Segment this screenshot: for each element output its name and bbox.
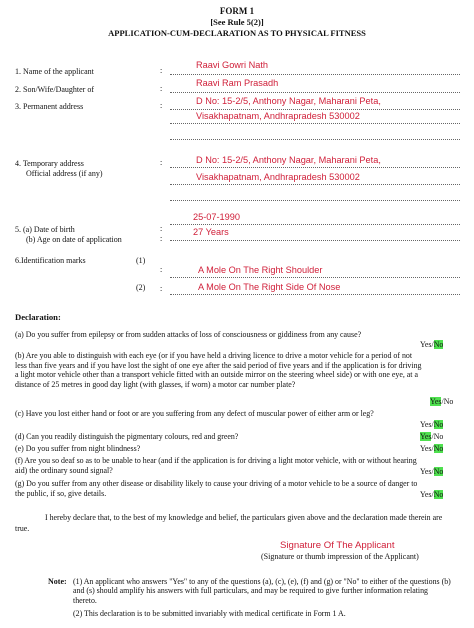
answer-b bbox=[430, 397, 453, 406]
temporary-address-line1: D No: 15-2/5, Anthony Nagar, Maharani Peta, bbox=[196, 155, 381, 165]
declaration-statement: I hereby declare that, to the best of my knowledge and belief, the particulars given above and the declaration made therein are true. bbox=[15, 513, 443, 533]
age-value: 27 Years bbox=[193, 227, 229, 237]
answer-no-selected: No bbox=[433, 444, 444, 453]
temporary-line bbox=[170, 184, 460, 185]
colon: : bbox=[160, 101, 163, 110]
answer-separator: / bbox=[431, 444, 434, 453]
question-e: (e) Do you suffer from night blindness? bbox=[15, 444, 141, 453]
answer-separator: / bbox=[431, 467, 434, 476]
answer-no: No bbox=[433, 432, 444, 441]
question-a: (a) Do you suffer from epilepsy or from sudden attacks of loss of consciousness or giddiness from any cause? bbox=[15, 330, 362, 339]
declaration-title: Declaration: bbox=[15, 312, 61, 322]
mark1-number: (1) bbox=[136, 256, 146, 265]
temporary-address-line2: Visakhapatnam, Andhrapradesh 530002 bbox=[196, 172, 360, 182]
mark2-line bbox=[170, 294, 460, 295]
answer-no-selected: No bbox=[433, 420, 444, 429]
name-label: 1. Name of the applicant bbox=[15, 67, 94, 76]
answer-yes: Yes bbox=[420, 490, 432, 499]
answer-yes: Yes bbox=[420, 420, 432, 429]
dob-value: 25-07-1990 bbox=[193, 212, 240, 222]
answer-separator: / bbox=[431, 490, 434, 499]
answer-d bbox=[420, 432, 443, 441]
relation-label: 2. Son/Wife/Daughter of bbox=[15, 85, 94, 94]
mark1-value: A Mole On The Right Shoulder bbox=[198, 265, 323, 275]
marks-label: 6.Identification marks bbox=[15, 256, 86, 265]
note-1: (1) An applicant who answers "Yes" to any of the questions (a), (c), (e), (f) and (g) or "No" to either of the questions (b) and (s) should amplify his answers with full particulars, and may be required to give further information relating thereto. bbox=[73, 577, 451, 605]
signature-value: Signature Of The Applicant bbox=[280, 540, 395, 551]
colon: : bbox=[160, 158, 163, 167]
temporary-line bbox=[170, 167, 460, 168]
form-title: FORM 1 bbox=[219, 6, 255, 16]
official-label: Official address (if any) bbox=[26, 169, 103, 178]
relation-line bbox=[170, 92, 460, 93]
answer-e bbox=[420, 444, 443, 453]
mark2-value: A Mole On The Right Side Of Nose bbox=[198, 282, 341, 292]
age-label: (b) Age on date of application bbox=[26, 235, 122, 244]
question-d: (d) Can you readily distinguish the pigmentary colours, red and green? bbox=[15, 432, 239, 441]
answer-separator: / bbox=[431, 340, 434, 349]
permanent-address-line1: D No: 15-2/5, Anthony Nagar, Maharani Peta, bbox=[196, 96, 381, 106]
answer-yes: Yes bbox=[420, 467, 432, 476]
answer-separator: / bbox=[431, 432, 434, 441]
answer-yes-selected: Yes bbox=[420, 432, 432, 441]
temporary-label: 4. Temporary address bbox=[15, 159, 84, 168]
colon: : bbox=[160, 224, 163, 233]
permanent-address-line2: Visakhapatnam, Andhrapradesh 530002 bbox=[196, 111, 360, 121]
mark2-number: (2) bbox=[136, 283, 146, 292]
answer-no: No bbox=[443, 397, 454, 406]
age-line bbox=[170, 240, 460, 241]
colon: : bbox=[160, 84, 163, 93]
answer-yes: Yes bbox=[420, 340, 432, 349]
answer-separator: / bbox=[431, 420, 434, 429]
signature-caption: (Signature or thumb impression of the Applicant) bbox=[261, 552, 419, 561]
name-line bbox=[170, 74, 460, 75]
answer-no-selected: No bbox=[433, 467, 444, 476]
answer-a bbox=[420, 340, 443, 349]
answer-g bbox=[420, 490, 443, 499]
answer-no-selected: No bbox=[433, 340, 444, 349]
answer-yes-selected: Yes bbox=[430, 397, 442, 406]
relation-value: Raavi Ram Prasadh bbox=[196, 78, 279, 88]
dob-line bbox=[170, 224, 460, 225]
mark1-line bbox=[170, 277, 460, 278]
colon: : bbox=[160, 66, 163, 75]
temporary-line bbox=[170, 200, 460, 201]
permanent-label: 3. Permanent address bbox=[15, 102, 84, 111]
colon: : bbox=[160, 265, 163, 274]
form-rule: [See Rule 5(2)] bbox=[210, 17, 264, 27]
question-g: (g) Do you suffer from any other disease or disability likely to cause your driving of a motor vehicle to be a source of danger to the public, if so, give details. bbox=[15, 479, 418, 498]
name-value: Raavi Gowri Nath bbox=[196, 60, 268, 70]
note-label: Note: bbox=[48, 577, 67, 586]
answer-yes: Yes bbox=[420, 444, 432, 453]
form-heading: APPLICATION-CUM-DECLARATION AS TO PHYSICAL FITNESS bbox=[108, 28, 366, 38]
answer-f bbox=[420, 467, 443, 476]
question-f: (f) Are you so deaf so as to be unable to hear (and if the application is for driving a light motor vehicle, with or without hearing aid) the ordinary sound signal? bbox=[15, 456, 417, 475]
answer-c bbox=[420, 420, 443, 429]
note-2: (2) This declaration is to be submitted invariably with medical certificate in Form 1 A. bbox=[73, 609, 346, 618]
answer-separator: / bbox=[441, 397, 444, 406]
dob-label: 5. (a) Date of birth bbox=[15, 225, 75, 234]
question-b: (b) Are you able to distinguish with each eye (or if you have held a driving licence to drive a motor vehicle for a period of not less than five years and if you have lost the sight of one eye after the said period of five years and if the application is for driving a light motor vehicle other than a transport vehicle fitted with an outside mirror on the steering wheel side) or with one eye, at a distance of 25 metres in good day light (with glasses, if worn) a motor car number plate? bbox=[15, 351, 422, 389]
permanent-line bbox=[170, 123, 460, 124]
answer-no-selected: No bbox=[433, 490, 444, 499]
question-c: (c) Have you lost either hand or foot or are you suffering from any defect of muscular power of either arm or leg? bbox=[15, 409, 374, 418]
colon: : bbox=[160, 284, 163, 293]
permanent-line bbox=[170, 139, 460, 140]
permanent-line bbox=[170, 109, 460, 110]
colon: : bbox=[160, 234, 163, 243]
